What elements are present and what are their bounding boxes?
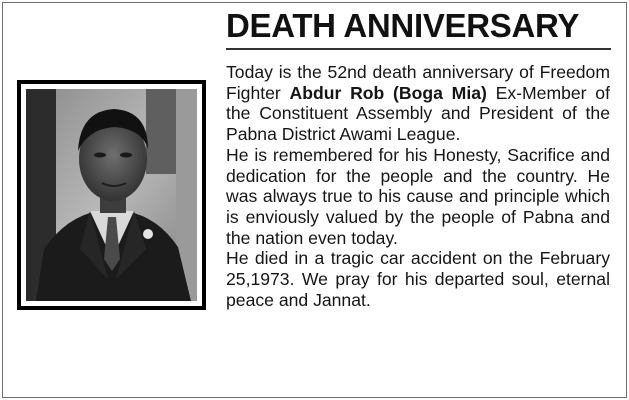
notice-body	[226, 62, 610, 310]
paragraph-remembrance: He is remembered for his Honesty, Sacrifice and dedication for the people and the country. He was always true to his cause and principle which is enviously valued by the people of Pabna and the nation even today.	[226, 144, 610, 248]
paragraph-death-details: He died in a tragic car accident on the February 25,1973. We pray for his departed soul, eternal peace and Jannat.	[226, 248, 610, 310]
intro-text-before: Today is the 52nd death anniversary of Freedom Fighter	[226, 62, 610, 103]
photo-mat	[21, 84, 202, 306]
intro-text-after: Ex-Member of the Constituent Assembly and President of the Pabna District Awami League.	[226, 82, 610, 145]
portrait-image	[26, 89, 197, 301]
title-underline	[226, 48, 611, 50]
portrait-photo	[17, 80, 206, 310]
notice-title: DEATH ANNIVERSARY	[226, 7, 580, 44]
honoree-name: Abdur Rob (Boga Mia)	[289, 82, 487, 103]
paragraph-intro	[226, 62, 610, 145]
